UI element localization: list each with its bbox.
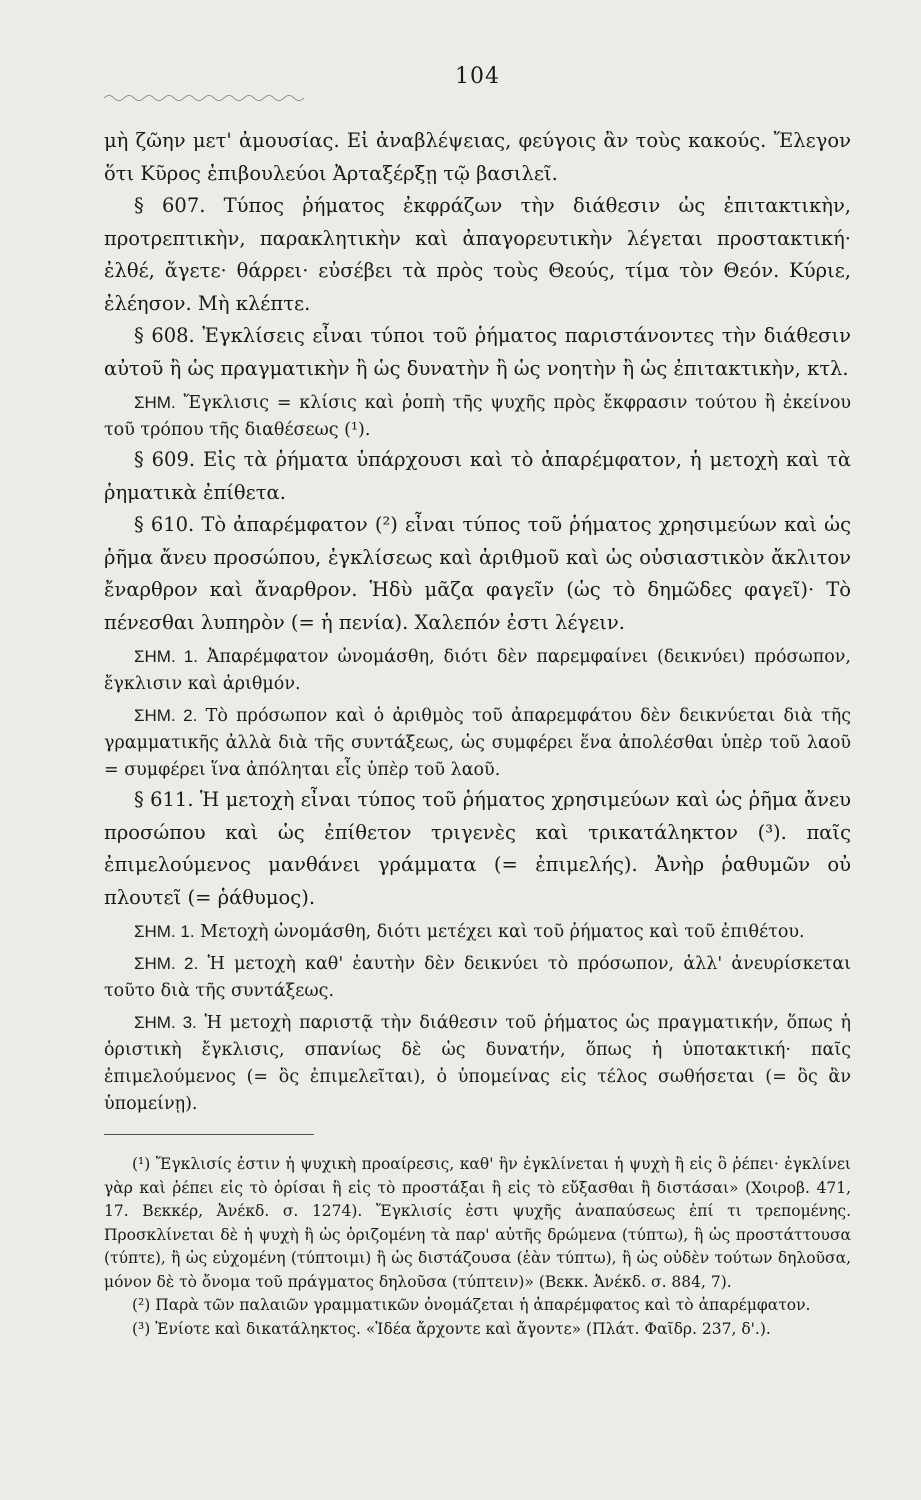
remark: [104, 918, 851, 946]
remark-text: Ἔγκλισις = κλίσις καὶ ῥοπὴ τῆς ψυχῆς πρὸς ἔκφρασιν τούτου ἢ ἐκείνου τοῦ τρόπου τῆς διαθέσεως (¹).: [104, 393, 851, 440]
remark-label: ΣΗΜ. 1.: [134, 922, 195, 941]
section-610: § 610. Τὸ ἀπαρέμφατον (²) εἶναι τύπος τοῦ ῥήματος χρησιμεύων καὶ ὡς ῥῆμα ἄνευ προσώπου, ἐγκλίσεως καὶ ἀριθμοῦ καὶ ὡς οὐσιαστικὸν ἄκλιτον ἔναρθρον καὶ ἄναρθρον. Ἡδὺ μᾶζα φαγεῖν (ὡς τὸ δημῶδες φαγεῖ)· Τὸ πένεσθαι λυπηρὸν (= ἡ πενία). Χαλεπόν ἐστι λέγειν.: [104, 513, 851, 634]
remark-text: Ἡ μετοχὴ καθ' ἑαυτὴν δὲν δεικνύει τὸ πρόσωπον, ἀλλ' ἀνευρίσκεται τοῦτο διὰ τῆς συντάξεως.: [104, 954, 851, 1001]
footnote: (¹) Ἔγκλισίς ἐστιν ἡ ψυχικὴ προαίρεσις, καθ' ἣν ἐγκλίνεται ἡ ψυχὴ ἢ εἰς ὃ ῥέπει· ἐγκλίνει γὰρ καὶ ῥέπει εἰς τὸ ὁρίσαι ἢ εἰς τὸ προστάξαι ἢ εἰς τὸ εὔξασθαι ἢ διστάσαι» (Χοιροβ. 471, 17. Βεκκέρ, Ἀνέκδ. σ. 1274). Ἔγκλισίς ἐστι ψυχῆς ἀναπαύσεως ἐπί τι τρεπομένης. Προσκλίνεται δὲ ἡ ψυχὴ ἢ ὡς ὁριζομένη τὰ παρ' αὐτῆς δρώμενα (τύπτω), ἢ ὡς προστάττουσα (τύπτε), ἢ ὡς εὐχομένη (τύπτοιμι) ἢ ὡς διστάζουσα (ἐὰν τύπτω), ἢ ὡς οὐδὲν τούτων δηλοῦσα, μόνον δὲ τὸ ὄνομα τοῦ πράγματος δηλοῦσα (τύπτειν)» (Βεκκ. Ἀνέκδ. σ. 884, 7).: [104, 1155, 851, 1291]
footnotes: [104, 1153, 851, 1341]
remark: [104, 950, 851, 1005]
remark-label: ΣΗΜ.: [134, 393, 176, 412]
remark-label: ΣΗΜ. 2.: [134, 706, 198, 725]
remark: [104, 643, 851, 698]
remark-text: Τὸ πρόσωπον καὶ ὁ ἀριθμὸς τοῦ ἀπαρεμφάτου δὲν δεικνύεται διὰ τῆς γραμματικῆς ἀλλὰ διὰ τῆς συντάξεως, ὡς συμφέρει ἕνα ἀπολέσθαι ὑπὲρ τοῦ λαοῦ = συμφέρει ἵνα ἀπόληται εἷς ὑπὲρ τοῦ λαοῦ.: [104, 706, 851, 780]
paragraph: μὴ ζῶην μετ' ἀμουσίας. Εἰ ἀναβλέψειας, φεύγοις ἂν τοὺς κακούς. Ἔλεγον ὅτι Κῦρος ἐπιβουλεύοι Ἀρταξέρξῃ τῷ βασιλεῖ.: [104, 129, 851, 185]
section-609: § 609. Εἰς τὰ ῥήματα ὑπάρχουσι καὶ τὸ ἀπαρέμφατον, ἡ μετοχὴ καὶ τὰ ῥηματικὰ ἐπίθετα.: [104, 448, 851, 504]
remark-label: ΣΗΜ. 1.: [134, 647, 198, 666]
footnote-rule: [104, 1134, 314, 1143]
remark-text: Ἀπαρέμφατον ὠνομάσθη, διότι δὲν παρεμφαίνει (δεικνύει) πρόσωπον, ἔγκλισιν καὶ ἀριθμόν.: [104, 647, 851, 694]
remark-label: ΣΗΜ. 2.: [134, 954, 199, 973]
remark: [104, 702, 851, 784]
remark-text: Ἡ μετοχὴ παριστᾷ τὴν διάθεσιν τοῦ ῥήματος ὡς πραγματικήν, ὅπως ἡ ὁριστικὴ ἔγκλισις, σπανίως δὲ ὡς δυνατήν, ὅπως ἡ ὑποτακτική· παῖς ἐπιμελούμενος (= ὃς ἐπιμελεῖται), ὁ ὑπομείνας εἰς τέλος σωθήσεται (= ὃς ἂν ὑπομείνῃ).: [104, 1013, 851, 1114]
page-number: 104: [455, 64, 500, 89]
main-text: [104, 125, 851, 1118]
header-ornament: [104, 93, 304, 103]
remark: [104, 389, 851, 444]
footnote: (³) Ἐνίοτε καὶ δικατάληκτος. «Ἰδέα ἄρχοντε καὶ ἄγοντε» (Πλάτ. Φαῖδρ. 237, δ'.).: [132, 1319, 771, 1338]
remark: [104, 1009, 851, 1118]
section-607: § 607. Τύπος ῥήματος ἐκφράζων τὴν διάθεσιν ὡς ἐπιτακτικὴν, προτρεπτικὴν, παρακλητικὴν καὶ ἀπαγορευτικὴν λέγεται προστακτική· ἐλθέ, ἄγετε· θάρρει· εὐσέβει τὰ πρὸς τοὺς Θεούς, τίμα τὸν Θεόν. Κύριε, ἐλέησον. Μὴ κλέπτε.: [104, 194, 851, 315]
remark-text: Μετοχὴ ὠνομάσθη, διότι μετέχει καὶ τοῦ ῥήματος καὶ τοῦ ἐπιθέτου.: [200, 922, 805, 942]
section-611: § 611. Ἡ μετοχὴ εἶναι τύπος τοῦ ῥήματος χρησιμεύων καὶ ὡς ῥῆμα ἄνευ προσώπου καὶ ὡς ἐπίθετον τριγενὲς καὶ τρικατάληκτον (³). παῖς ἐπιμελούμενος μανθάνει γράμματα (= ἐπιμελής). Ἀνὴρ ῥαθυμῶν οὐ πλουτεῖ (= ῥάθυμος).: [104, 788, 851, 909]
remark-label: ΣΗΜ. 3.: [134, 1013, 197, 1032]
footnote: (²) Παρὰ τῶν παλαιῶν γραμματικῶν ὀνομάζεται ἡ ἀπαρέμφατος καὶ τὸ ἀπαρέμφατον.: [132, 1296, 811, 1314]
section-608: § 608. Ἐγκλίσεις εἶναι τύποι τοῦ ῥήματος παριστάνοντες τὴν διάθεσιν αὐτοῦ ἢ ὡς πραγματικὴν ἢ ὡς δυνατὴν ἢ ὡς νοητὴν ἢ ὡς ἐπιτακτικὴν, κτλ.: [104, 324, 851, 380]
